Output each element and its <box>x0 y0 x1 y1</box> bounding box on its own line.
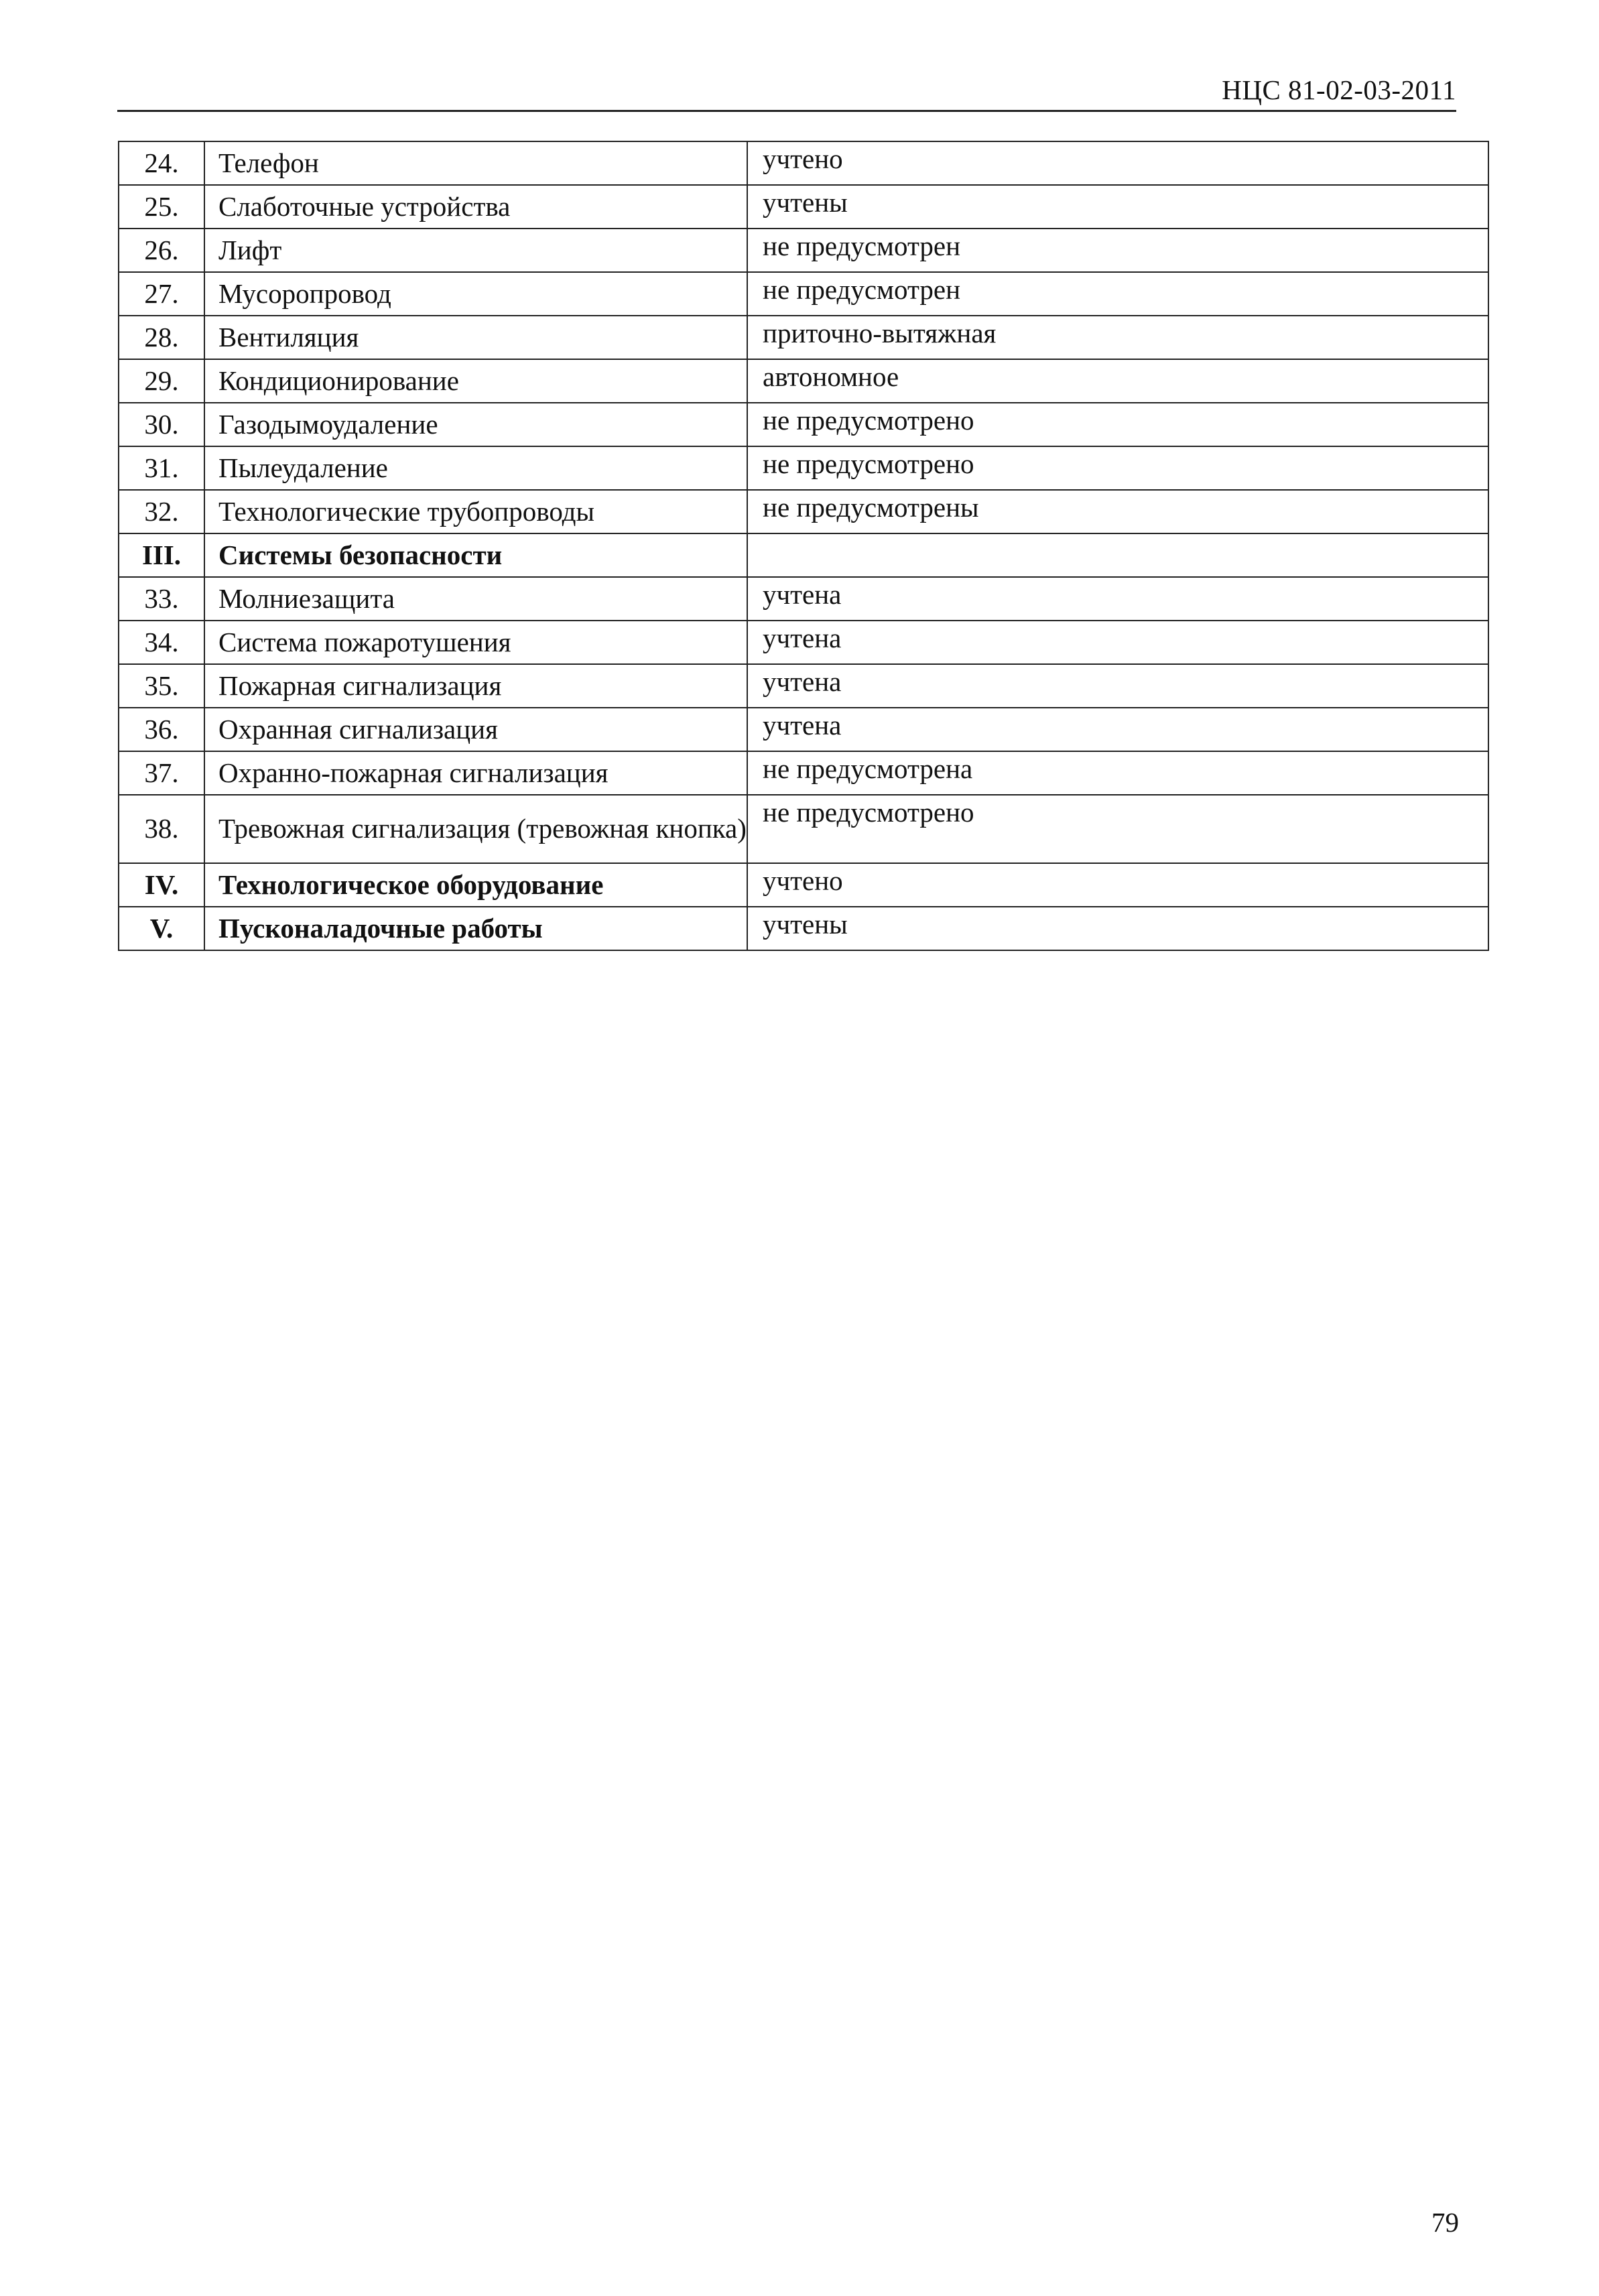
row-number: 25. <box>119 185 204 229</box>
row-number: 34. <box>119 621 204 664</box>
row-value: приточно-вытяжная <box>747 316 1488 359</box>
section-row <box>119 863 1488 907</box>
table-row <box>119 185 1488 229</box>
row-name: Технологические трубопроводы <box>204 490 747 533</box>
row-value: учтена <box>747 708 1488 751</box>
table-row <box>119 141 1488 185</box>
row-name: Пожарная сигнализация <box>204 664 747 708</box>
row-value: учтено <box>747 141 1488 185</box>
section-number: IV. <box>119 863 204 907</box>
table-row <box>119 229 1488 272</box>
row-value: не предусмотрена <box>747 751 1488 795</box>
document-code: НЦС 81-02-03-2011 <box>1222 74 1456 105</box>
row-name: Слаботочные устройства <box>204 185 747 229</box>
table-row <box>119 577 1488 621</box>
table-row <box>119 490 1488 533</box>
row-name: Телефон <box>204 141 747 185</box>
row-number: 33. <box>119 577 204 621</box>
table-row <box>119 316 1488 359</box>
row-number: 24. <box>119 141 204 185</box>
table-row <box>119 795 1488 863</box>
table-row <box>119 664 1488 708</box>
table-row <box>119 359 1488 403</box>
row-number: 32. <box>119 490 204 533</box>
row-name: Охранно-пожарная сигнализация <box>204 751 747 795</box>
page-number: 79 <box>1431 2207 1459 2238</box>
row-number: 38. <box>119 795 204 863</box>
section-title: Пусконаладочные работы <box>204 907 747 950</box>
row-value: учтена <box>747 577 1488 621</box>
row-value: не предусмотрено <box>747 403 1488 446</box>
row-value: учтена <box>747 621 1488 664</box>
section-number: V. <box>119 907 204 950</box>
row-number: 27. <box>119 272 204 316</box>
row-name: Вентиляция <box>204 316 747 359</box>
row-value: учтено <box>747 863 1488 907</box>
row-name: Пылеудаление <box>204 446 747 490</box>
row-name: Молниезащита <box>204 577 747 621</box>
row-number: 31. <box>119 446 204 490</box>
row-value: не предусмотрен <box>747 229 1488 272</box>
row-name: Охранная сигнализация <box>204 708 747 751</box>
table-row <box>119 446 1488 490</box>
specification-table <box>118 141 1489 951</box>
row-name: Газодымоудаление <box>204 403 747 446</box>
section-row <box>119 907 1488 950</box>
row-value: учтены <box>747 907 1488 950</box>
row-number: 37. <box>119 751 204 795</box>
table-row <box>119 272 1488 316</box>
row-name: Мусоропровод <box>204 272 747 316</box>
row-name: Лифт <box>204 229 747 272</box>
row-name: Система пожаротушения <box>204 621 747 664</box>
table-row <box>119 708 1488 751</box>
row-value: не предусмотрено <box>747 795 1488 863</box>
row-number: 36. <box>119 708 204 751</box>
row-name: Кондиционирование <box>204 359 747 403</box>
row-number: 35. <box>119 664 204 708</box>
row-value: не предусмотрен <box>747 272 1488 316</box>
row-value: учтены <box>747 185 1488 229</box>
row-number: 28. <box>119 316 204 359</box>
row-number: 29. <box>119 359 204 403</box>
row-value: учтена <box>747 664 1488 708</box>
document-header <box>117 72 1456 112</box>
row-name: Тревожная сигнализация (тревожная кнопка) <box>204 795 747 863</box>
section-row <box>119 533 1488 577</box>
section-number: III. <box>119 533 204 577</box>
table-row <box>119 751 1488 795</box>
table-row <box>119 403 1488 446</box>
row-value <box>747 533 1488 577</box>
row-value: автономное <box>747 359 1488 403</box>
table-row <box>119 621 1488 664</box>
section-title: Технологическое оборудование <box>204 863 747 907</box>
row-number: 30. <box>119 403 204 446</box>
row-value: не предусмотрено <box>747 446 1488 490</box>
section-title: Системы безопасности <box>204 533 747 577</box>
row-value: не предусмотрены <box>747 490 1488 533</box>
row-number: 26. <box>119 229 204 272</box>
